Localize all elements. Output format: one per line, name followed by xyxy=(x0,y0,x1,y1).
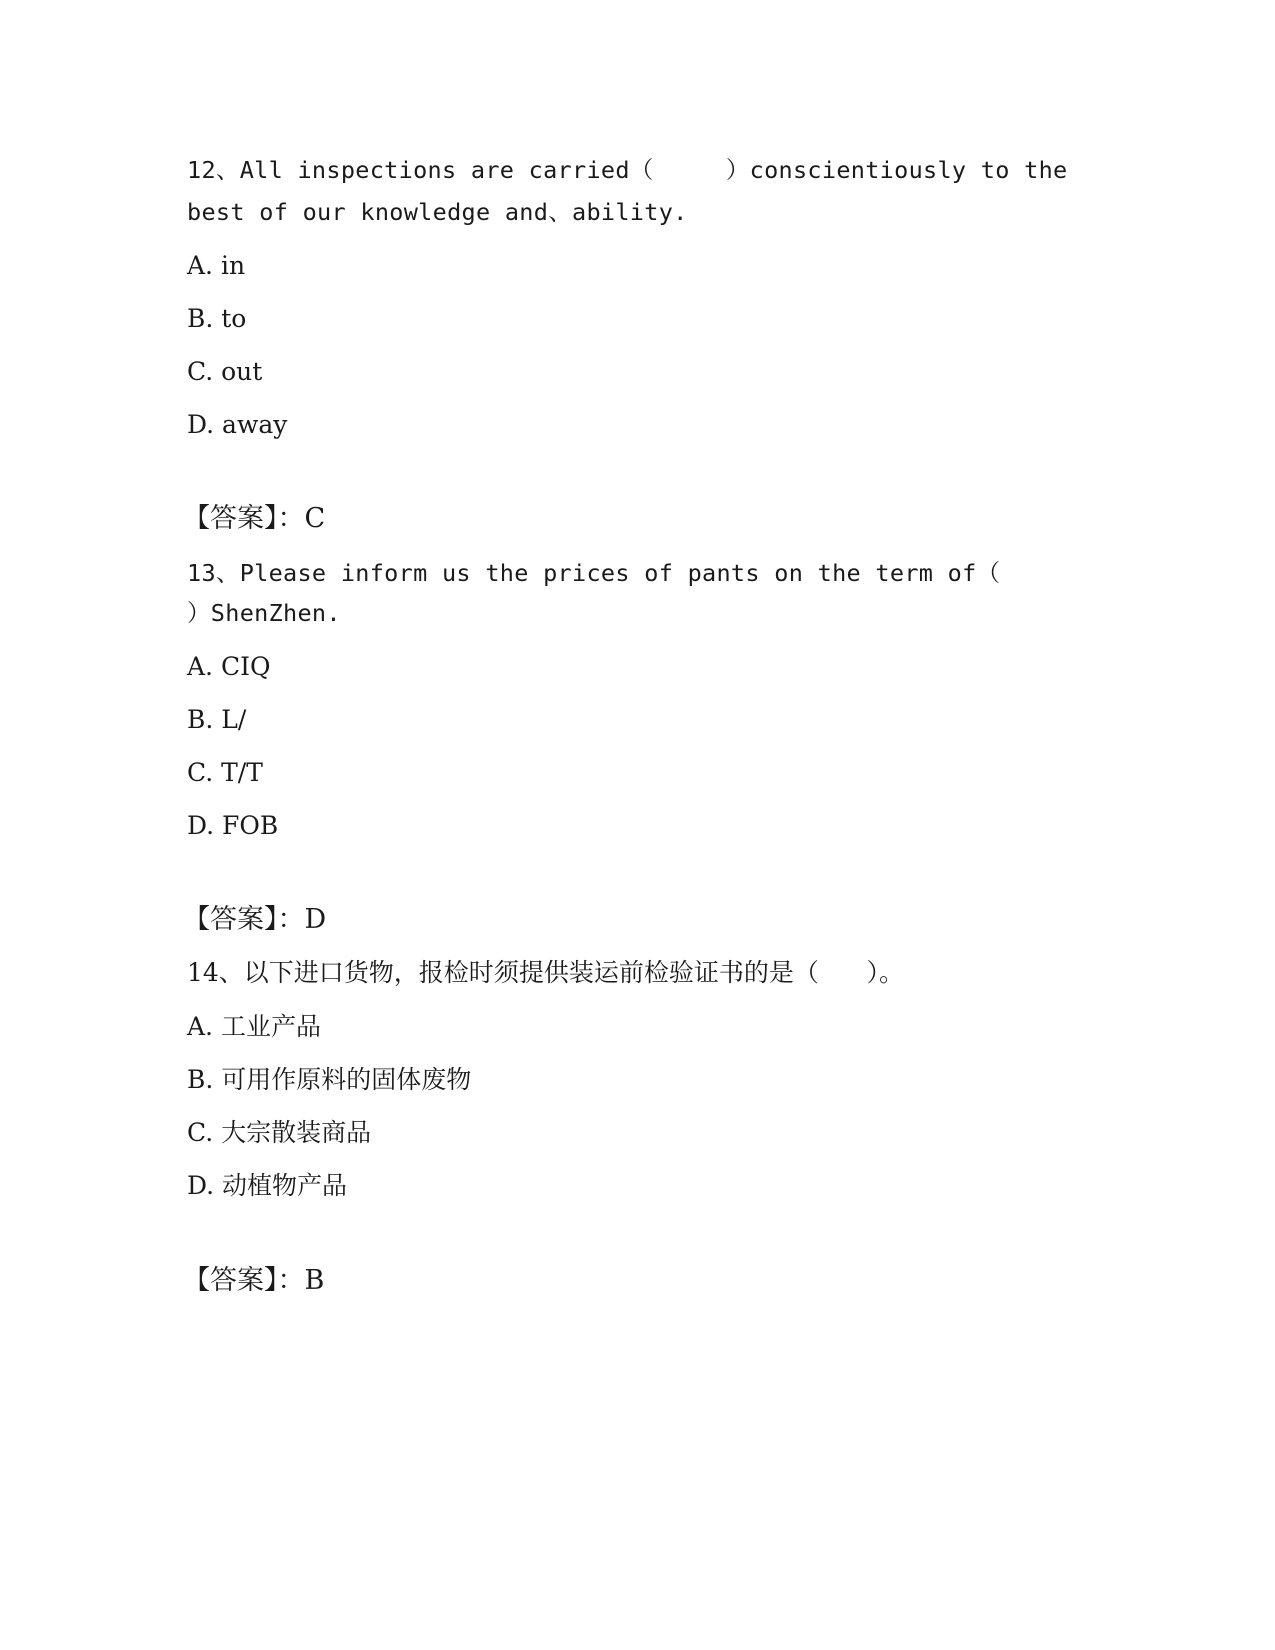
question-12-option-d: D. away xyxy=(187,410,288,439)
question-14-answer: 【答案】：B xyxy=(183,1265,325,1296)
question-12-line-2: best of our knowledge and、ability. xyxy=(187,198,688,226)
question-13-option-c: C. T/T xyxy=(187,758,263,787)
question-12-option-a: A. in xyxy=(187,251,246,280)
question-14-option-a: A. 工业产品 xyxy=(187,1012,321,1041)
question-14-option-d: D. 动植物产品 xyxy=(187,1171,348,1200)
question-14-option-b: B. 可用作原料的固体废物 xyxy=(187,1065,472,1094)
question-14-option-c: C. 大宗散装商品 xyxy=(187,1118,372,1147)
question-12-option-b: B. to xyxy=(187,304,247,333)
question-12-line-1: 12、All inspections are carried（ ）conscientiously to the xyxy=(187,156,1068,184)
question-12-answer: 【答案】：C xyxy=(183,503,326,534)
question-13-option-b: B. L/ xyxy=(187,705,247,734)
question-13-answer: 【答案】：D xyxy=(183,904,327,935)
question-13-option-d: D. FOB xyxy=(187,811,279,840)
question-13-option-a: A. CIQ xyxy=(187,652,271,681)
question-14-line-1: 14、以下进口货物，报检时须提供装运前检验证书的是（ ）。 xyxy=(187,958,904,987)
question-12-option-c: C. out xyxy=(187,357,263,386)
question-13-line-2: ）ShenZhen. xyxy=(187,599,341,627)
question-13-line-1: 13、Please inform us the prices of pants on the term of（ xyxy=(187,559,1001,587)
